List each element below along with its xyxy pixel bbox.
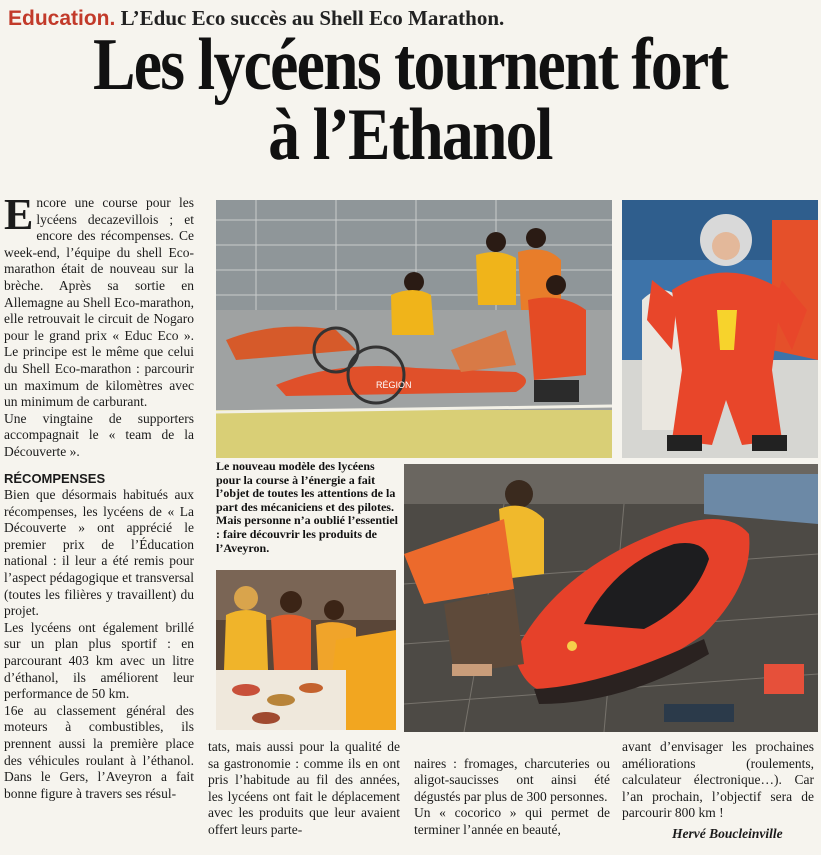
article-column-4 [622, 739, 814, 822]
photo-pilot [622, 200, 818, 458]
column-2-text: tats, mais aussi pour la qualité de sa gastronomie : comme ils en ont pris l’habitude au fil des années, les lycéens ont fait le déplacement avec les produits que leur avaient offert leurs parte- [208, 739, 400, 837]
paragraph-1: Encore une course pour les lycéens decazevillois ; et encore des récompenses. Ce week-end, l’équipe du shell Eco-marathon était de nouveau sur la brèche. Après sa sortie en Allemagne au Shell Eco-marathon, elle retrouvait le circuit de Nogaro pour le grand prix « Educ Eco ». Le principe est le même que celui du Shell Eco-marathon : parcourir un maximum de kilomètres avec un minimum de carburant. [4, 190, 194, 410]
subtitle: L’Educ Eco succès au Shell Eco Marathon. [120, 6, 505, 30]
article-column-3 [414, 739, 610, 855]
caption-line-1: Le nouveau modèle des lycéens pour la course à l’énergie a fait l’objet de toutes les attentions de la part des mécaniciens et des pilotes. [216, 459, 396, 514]
headline-line-2: à l’Ethanol [268, 94, 552, 176]
paragraph-4: Les lycéens ont également brillé sur un plan plus sportif : en parcourant 403 km avec un litre d’éthanol, ils améliorent leur performance de 50 km. [4, 619, 194, 702]
rubric-label: Education. [8, 7, 116, 30]
column-3-text: naires : fromages, charcuteries ou aligot-saucisses ont ainsi été dégustés par plus de 300 personnes. Un « cocorico » qui permet de terminer l’année en beauté, [414, 755, 610, 837]
photo-caption [216, 460, 400, 555]
paragraph-5: 16e au classement général des moteurs à combustibles, ils prennent aussi la première place des véhicules roulant à l’éthanol. Dans le Gers, l’Aveyron a fait bonne figure à travers ses résul- [4, 702, 194, 801]
author-signature: Hervé Boucleinville [672, 826, 783, 841]
paragraph-2: Une vingtaine de supporters accompagnait le « team de la Découverte ». [4, 410, 194, 459]
paragraph-3: Bien que désormais habitués aux récompenses, les lycéens de « La Découverte » ont apprécié le premier prix de l’Éducation national : il leur a été remis pour l’aspect pédagogique et transversal (toutes les filières y travaillent) du projet. [4, 487, 194, 619]
headline-line-1: Les lycéens tournent fort [93, 24, 727, 106]
column-4-text: avant d’envisager les prochaines améliorations (roulements, calculateur électronique…). Car l’an prochain, l’objectif sera de parcourir 800 km ! [622, 739, 814, 821]
headline [66, 24, 754, 176]
caption-line-2: Mais personne n’a oublié l’essentiel : faire découvrir les produits de l’Aveyron. [216, 513, 398, 555]
photo-team-car [216, 200, 612, 458]
article-column-1 [4, 190, 194, 802]
drop-cap: E [4, 190, 34, 239]
photo-food-stand [216, 570, 396, 730]
photo-mechanic-car [404, 464, 818, 732]
article-column-2 [208, 739, 400, 839]
car-side-lettering: RÉGION [376, 380, 412, 390]
section-heading: RÉCOMPENSES [4, 470, 106, 486]
